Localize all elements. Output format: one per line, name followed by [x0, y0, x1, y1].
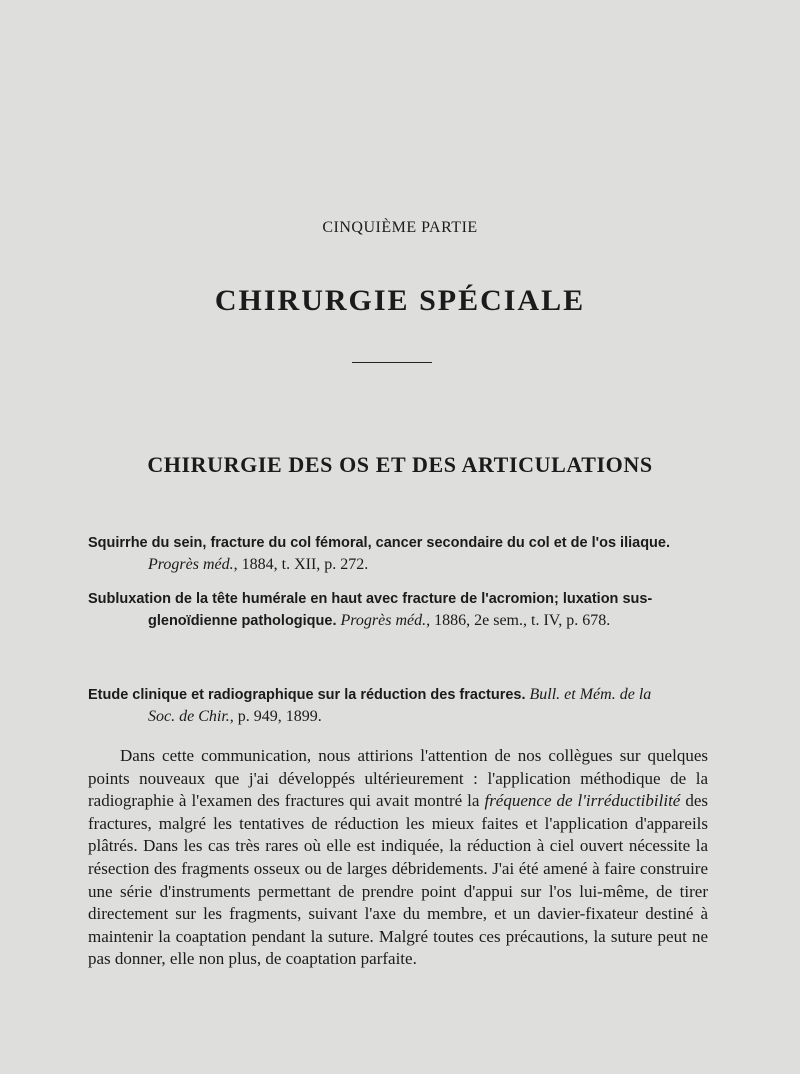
reference-source — [88, 554, 708, 575]
reference-details: , 1886, 2e sem., t. IV, p. 678. — [426, 612, 611, 629]
reference-entry — [88, 684, 708, 727]
part-heading: CINQUIÈME PARTIE — [322, 219, 478, 236]
reference-entry — [88, 532, 708, 575]
reference-source — [88, 706, 708, 727]
title-divider — [352, 362, 432, 363]
reference-title: Squirrhe du sein, fracture du col fémoral, cancer secondaire du col et de l'os iliaque. — [88, 535, 670, 551]
reference-journal: Progrès méd. — [148, 556, 234, 573]
body-emphasis: fréquence de l'irréductibilité — [484, 791, 681, 811]
section-title: CHIRURGIE DES OS ET DES ARTICULATIONS — [147, 452, 653, 477]
reference-details: , 1884, t. XII, p. 272. — [233, 556, 369, 573]
reference-journal: Progrès méd. — [340, 612, 427, 629]
reference-entry — [88, 588, 708, 632]
body-text: Dans cette communication, nous attirions l'attention de nos collègues sur quelques points nouveaux que j'ai développés ultérieurement : l'application méthodique de la radiographie à l'examen des fractures qui avait montré la — [88, 746, 708, 811]
body-text: des fractures, malgré les tentatives de réduction les mieux faites et l'application d'appareils plâtrés. Dans les cas très rares où elle est indiquée, la réduction à ciel ouvert nécessite la résection des fragments osseux ou de larges débridements. J'ai été amené à faire construire une série d'instruments permettant de prendre point d'appui sur l'os lui-même, de tirer directement sur les fragments, suivant l'axe du membre, et un davier-fixateur destiné à maintenir la coaptation pendant la suture. Malgré toutes ces précautions, la suture peut ne pas donner, elle non plus, de coaptation parfaite. — [88, 791, 709, 969]
body-paragraph — [88, 745, 708, 971]
reference-journal-line: Bull. et Mém. de la — [529, 686, 652, 703]
chapter-title: CHIRURGIE SPÉCIALE — [214, 284, 586, 317]
reference-source — [88, 610, 708, 632]
reference-title-line: glenoïdienne pathologique. — [148, 613, 337, 629]
reference-title: Etude clinique et radiographique sur la réduction des fractures. — [88, 687, 526, 703]
reference-title-line: Subluxation de la tête humérale en haut avec fracture de l'acromion; luxation sus- — [88, 591, 653, 607]
reference-journal-line: Soc. de Chir. — [148, 708, 230, 725]
reference-details: , p. 949, 1899. — [229, 708, 322, 725]
